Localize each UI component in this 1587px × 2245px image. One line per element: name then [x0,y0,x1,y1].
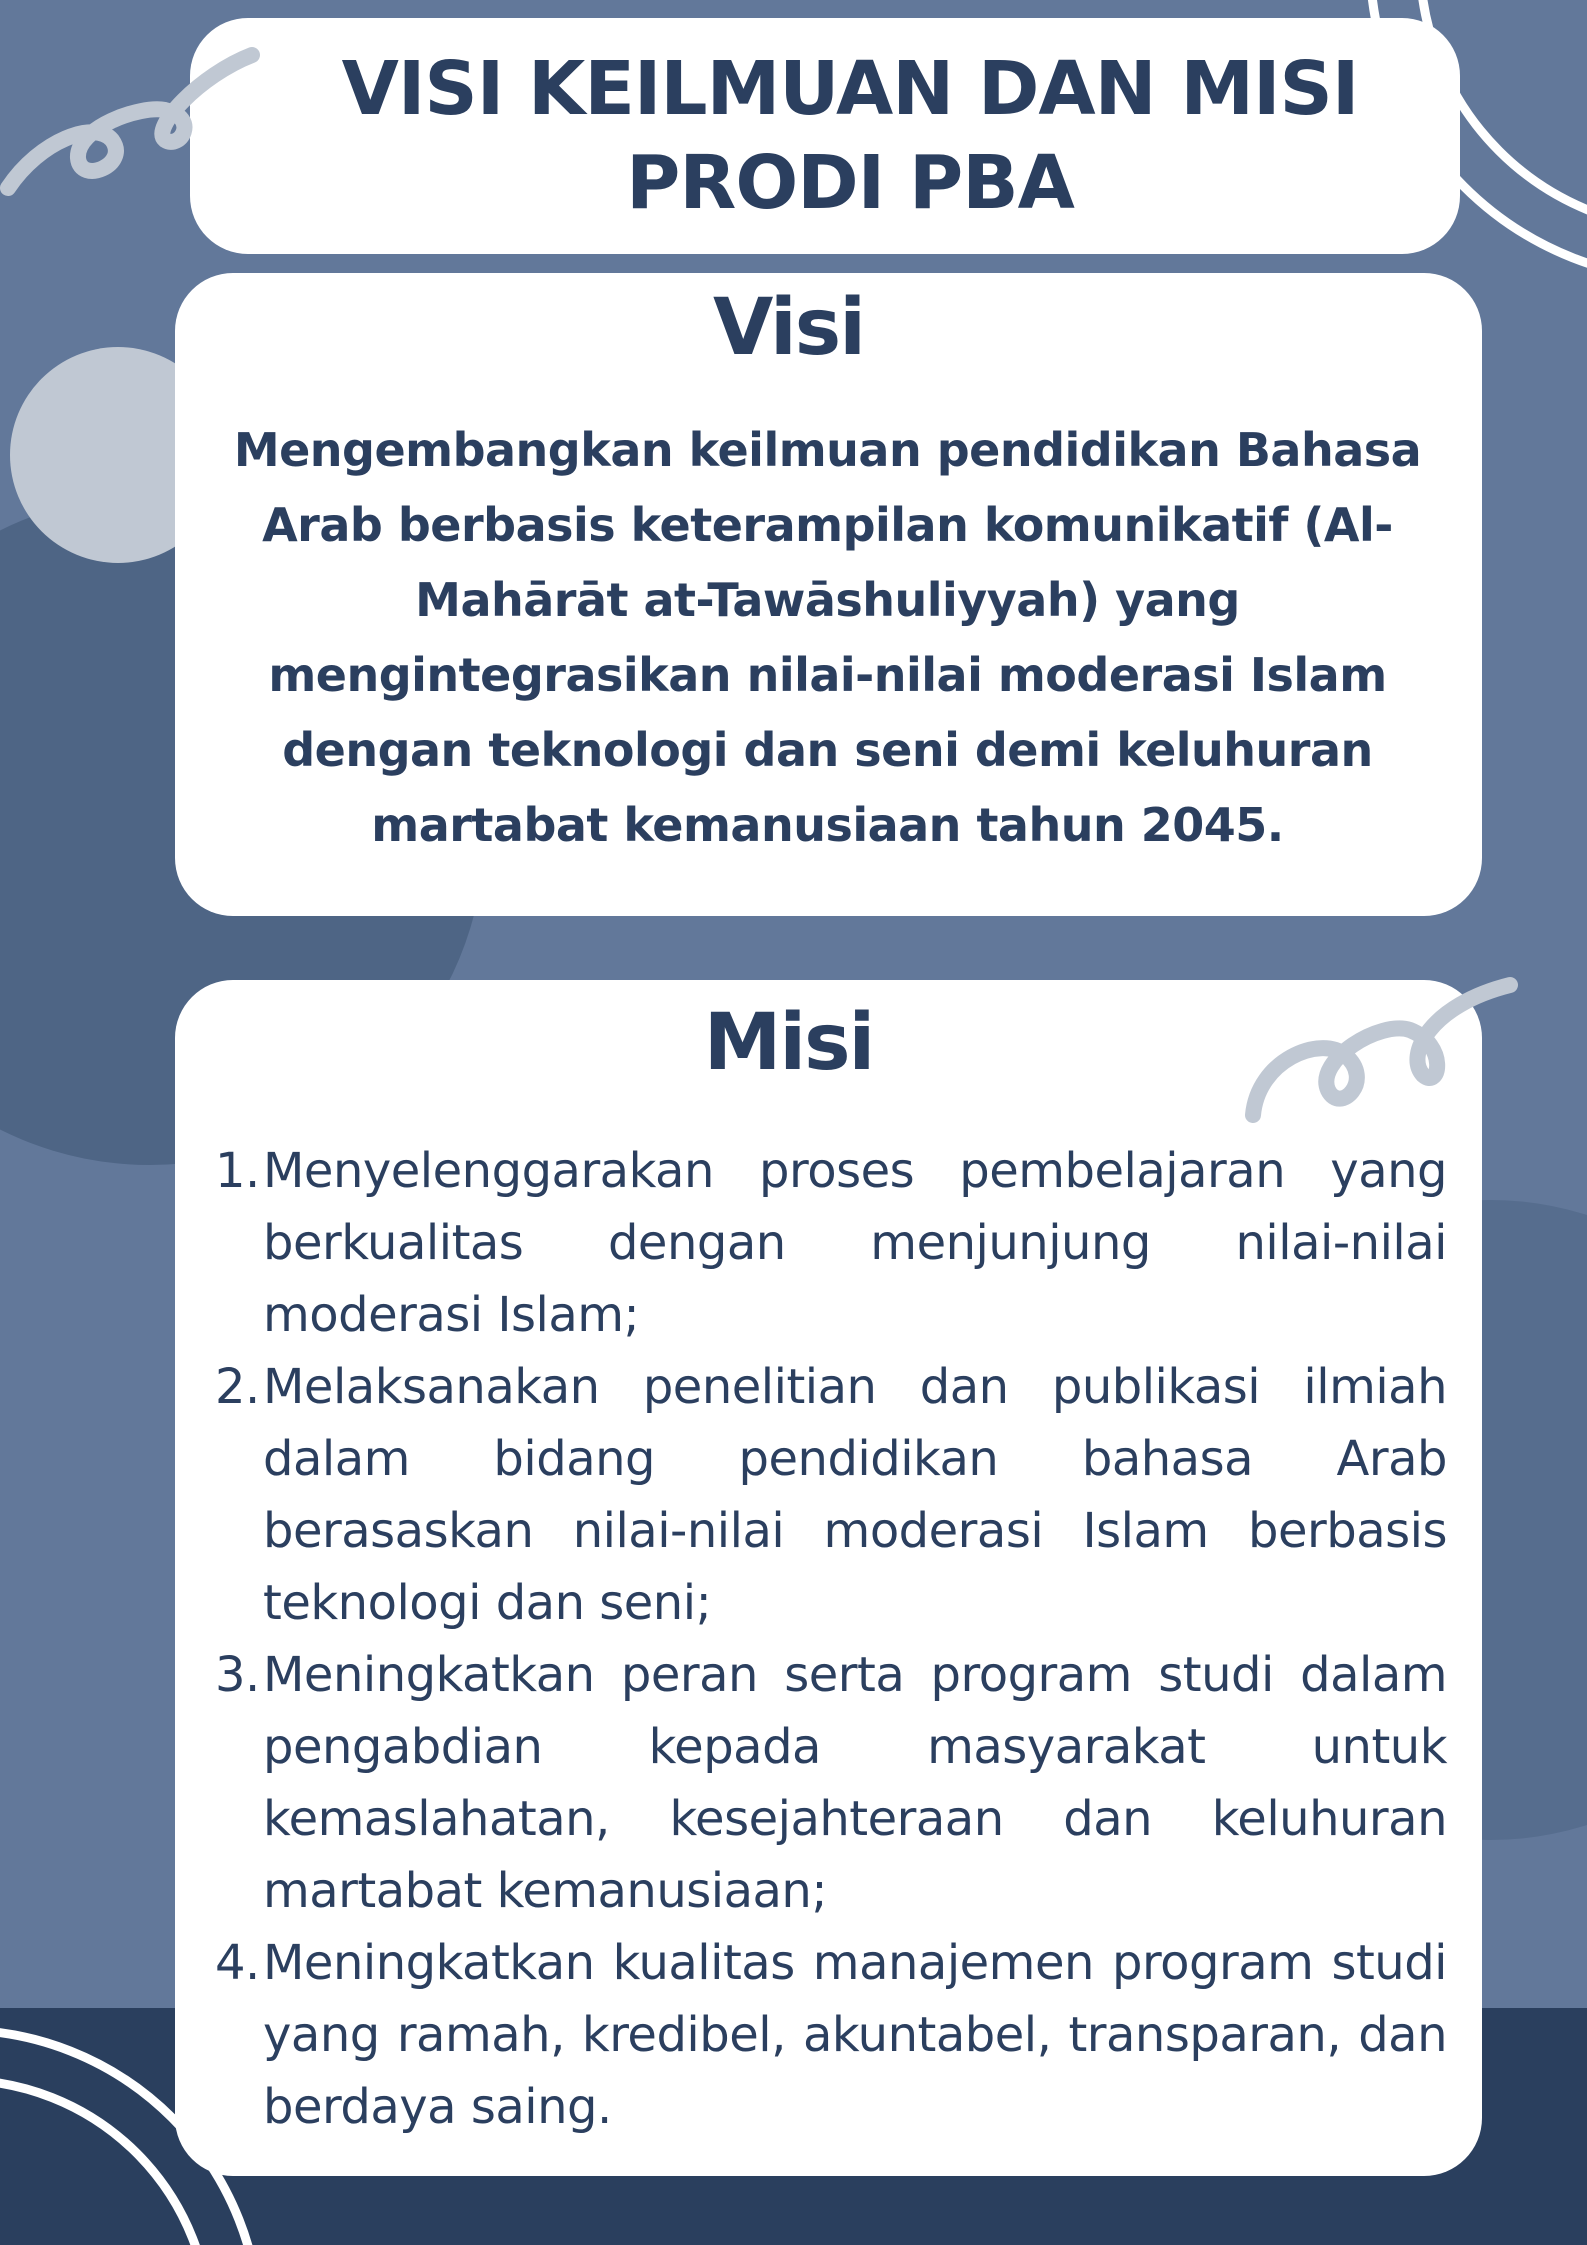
misi-item-text: Meningkatkan kualitas manajemen program studi yang ramah, kredibel, akuntabel, transparan, dan berdaya saing. [263,1935,1447,2135]
visi-heading: Visi [713,283,864,373]
page-title: VISI KEILMUAN DAN MISI PRODI PBA [341,46,1359,226]
visi-card [175,273,1482,916]
misi-item-text: Meningkatkan peran serta program studi dalam pengabdian kepada masyarakat untuk kemaslahatan, kesejahteraan dan keluhuran martabat kemanusiaan; [263,1647,1447,1919]
misi-item [215,1927,1447,2143]
misi-item [215,1135,1447,1351]
misi-item-number: 4. [215,1935,260,1991]
misi-card [175,980,1482,2176]
title-box [190,18,1460,254]
misi-heading: Misi [703,998,874,1088]
misi-item-text: Menyelenggarakan proses pembelajaran yang berkualitas dengan menjunjung nilai-nilai moderasi Islam; [263,1143,1447,1343]
misi-item-number: 2. [215,1359,260,1415]
misi-item-number: 1. [215,1143,260,1199]
visi-text: Mengembangkan keilmuan pendidikan Bahasa Arab berbasis keterampilan komunikatif (Al-Mahārāt at-Tawāshuliyyah) yang mengintegrasikan nilai-nilai moderasi Islam dengan teknologi dan seni demi keluhuran martabat kemanusiaan tahun 2045. [233,423,1422,852]
misi-item-text: Melaksanakan penelitian dan publikasi ilmiah dalam bidang pendidikan bahasa Arab berasaskan nilai-nilai moderasi Islam berbasis teknologi dan seni; [263,1359,1447,1631]
misi-item [215,1351,1447,1639]
misi-list [215,1135,1447,2143]
misi-item [215,1639,1447,1927]
misi-item-number: 3. [215,1647,260,1703]
